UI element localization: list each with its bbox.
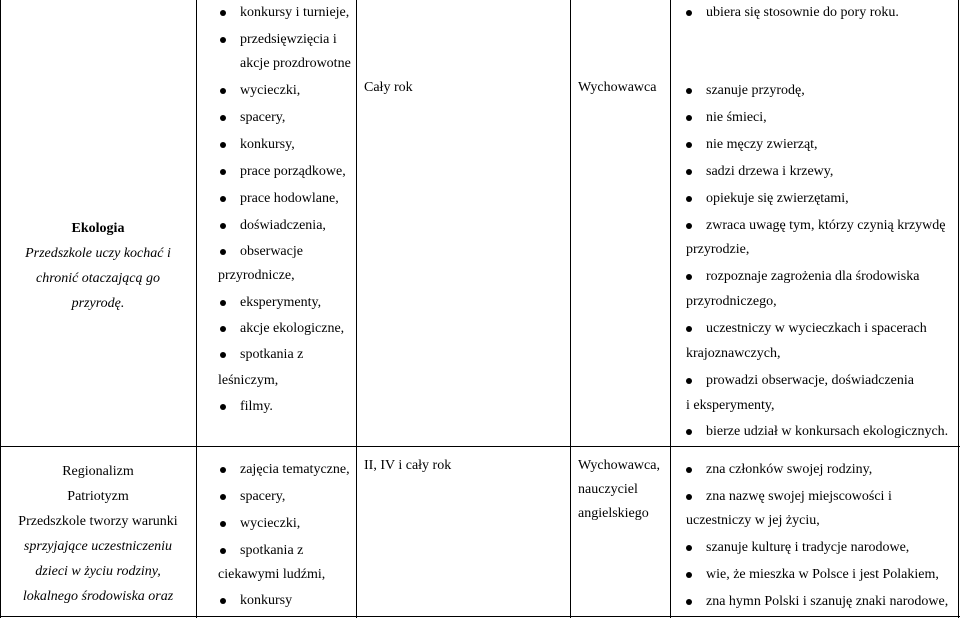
row2-form-item: zajęcia tematyczne, <box>240 462 350 477</box>
row2-outcome-item: zna nazwę swojej miejscowości i <box>706 489 892 504</box>
row2-form-item: wycieczki, <box>240 516 301 531</box>
row2-form-item: konkursy <box>240 593 293 608</box>
row1-outcome-item: zwraca uwagę tym, którzy czynią krzywdę <box>706 218 946 233</box>
row1-outcome-item-cont: przyrodniczego, <box>686 294 777 309</box>
row1-outcome-item: sadzi drzewa i krzewy, <box>706 164 834 179</box>
row1-form-item: spacery, <box>240 110 286 125</box>
row2-outcome-item: szanuje kulturę i tradycje narodowe, <box>706 540 910 555</box>
row1-category-title: Ekologia <box>71 221 125 236</box>
row1-form-item-cont: przyrodnicze, <box>218 268 295 283</box>
row2-outcome-item: zna członków swojej rodziny, <box>706 462 873 477</box>
row2-responsible: angielskiego <box>578 506 649 521</box>
row1-form-item: prace hodowlane, <box>240 191 339 206</box>
row1-form-item: obserwacje <box>240 244 303 259</box>
col-divider-2 <box>356 0 357 618</box>
table-border-bottom <box>0 616 960 617</box>
row2-time: II, IV i cały rok <box>364 458 452 473</box>
row1-outcome-item: prowadzi obserwacje, doświadczenia <box>706 373 914 388</box>
row2-category-title: Patriotyzm <box>67 489 129 504</box>
row1-form-item: wycieczki, <box>240 83 301 98</box>
row1-outcome-item: nie męczy zwierząt, <box>706 137 818 152</box>
col-divider-3 <box>570 0 571 618</box>
row1-outcome-item: opiekuje się zwierzętami, <box>706 191 849 206</box>
row1-category-desc: chronić otaczającą go <box>36 271 160 286</box>
row1-form-item: spotkania z <box>240 347 304 362</box>
row1-outcome-item: rozpoznaje zagrożenia dla środowiska <box>706 269 920 284</box>
row1-outcome-item-cont: i eksperymenty, <box>686 398 775 413</box>
row1-form-item-cont: leśniczym, <box>218 373 279 388</box>
row1-outcome-item-cont: krajoznawczych, <box>686 346 781 361</box>
row1-responsible: Wychowawca <box>578 80 657 95</box>
row1-form-item-cont: akcje prozdrowotne <box>240 56 351 71</box>
row-divider <box>0 446 960 447</box>
row1-form-item: prace porządkowe, <box>240 164 346 179</box>
row1-form-item: konkursy, <box>240 137 295 152</box>
row1-form-item: filmy. <box>240 399 273 414</box>
row2-outcome-item: zna hymn Polski i szanuję znaki narodowe, <box>706 594 949 609</box>
row1-form-item: akcje ekologiczne, <box>240 321 345 336</box>
row1-category-desc: przyrodę. <box>71 296 125 311</box>
row1-outcome-item-cont: przyrodzie, <box>686 242 750 257</box>
row2-form-item: spotkania z <box>240 543 304 558</box>
row2-responsible: Wychowawca, <box>578 458 660 473</box>
row2-outcome-item: wie, że mieszka w Polsce i jest Polakiem, <box>706 567 939 582</box>
table-border-right <box>958 0 959 618</box>
row1-outcome-item: nie śmieci, <box>706 110 767 125</box>
row1-time: Cały rok <box>364 80 413 95</box>
col-divider-1 <box>196 0 197 618</box>
col-divider-4 <box>670 0 671 618</box>
row2-form-item-cont: ciekawymi ludźmi, <box>218 567 326 582</box>
row1-form-item: konkursy i turnieje, <box>240 5 350 20</box>
row2-category-desc: Przedszkole tworzy warunki <box>18 514 178 529</box>
row1-form-item: eksperymenty, <box>240 295 322 310</box>
row1-outcome-item: bierze udział w konkursach ekologicznych. <box>706 424 949 439</box>
row1-outcome-item: ubiera się stosownie do pory roku. <box>706 5 899 20</box>
row2-category-desc: lokalnego środowiska oraz <box>22 589 174 604</box>
row2-category-desc: sprzyjające uczestniczeniu <box>23 539 173 554</box>
row2-category-desc: dzieci w życiu rodziny, <box>35 564 161 579</box>
row2-responsible: nauczyciel <box>578 482 638 497</box>
row1-outcome-item: uczestniczy w wycieczkach i spacerach <box>706 321 927 336</box>
row2-category-title: Regionalizm <box>62 464 134 479</box>
row1-category-desc: Przedszkole uczy kochać i <box>25 246 171 261</box>
row2-form-item: spacery, <box>240 489 286 504</box>
row1-form-item: doświadczenia, <box>240 218 326 233</box>
row2-outcome-item-cont: uczestniczy w jej życiu, <box>686 513 820 528</box>
row1-form-item: przedsięwzięcia i <box>240 32 337 47</box>
row1-outcome-item: szanuje przyrodę, <box>706 83 805 98</box>
